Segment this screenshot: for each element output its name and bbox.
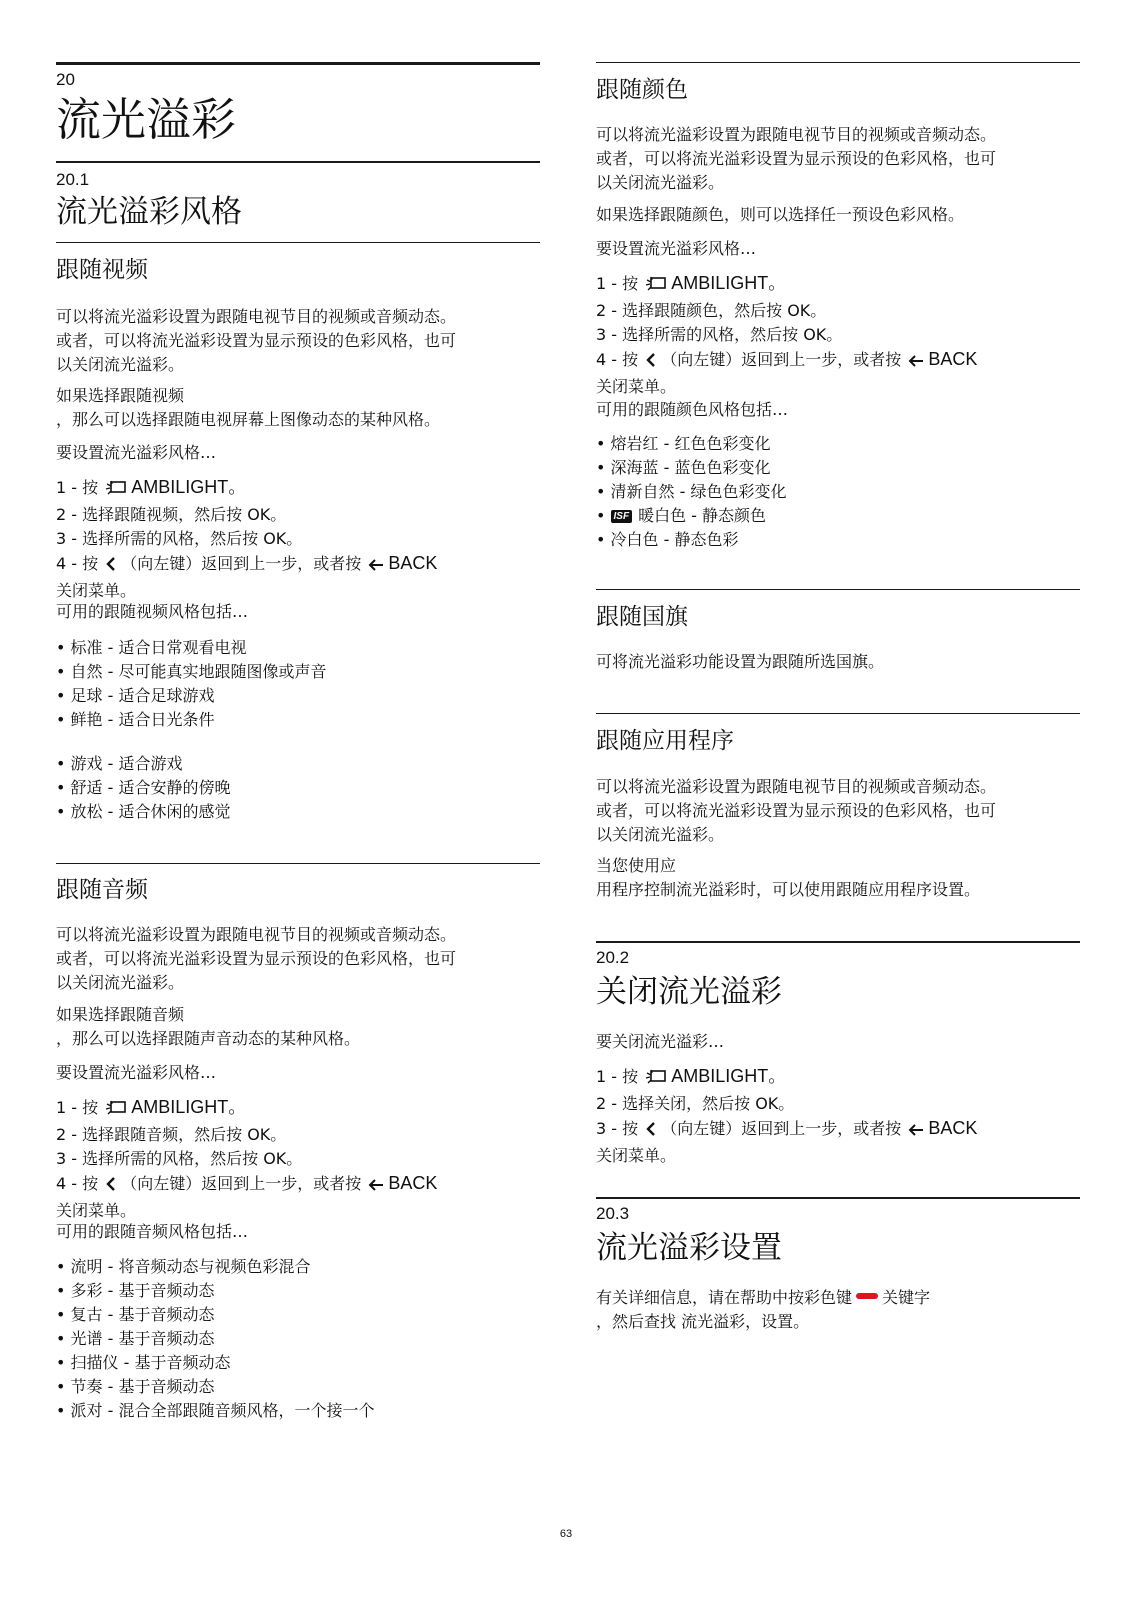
step-text: （向左键）返回到上一步，或者按 (661, 350, 902, 369)
ambilight-icon (645, 1068, 667, 1092)
text-line: 当您使用应 (596, 856, 677, 875)
back-arrow-icon (368, 1175, 384, 1199)
step-text: 1 - 按 (596, 1067, 639, 1086)
text-line: 或者，可以将流光溢彩设置为显示预设的色彩风格，也可 (56, 331, 457, 350)
chevron-left-icon (105, 1175, 117, 1199)
list-item: • 节奏 - 基于音频动态 (56, 1375, 540, 1399)
ambilight-icon (105, 1099, 127, 1123)
flag-text: 可将流光溢彩功能设置为跟随所选国旗。 (596, 652, 885, 671)
chevron-left-icon (645, 1120, 657, 1144)
back-arrow-icon (908, 351, 924, 375)
step-text: （向左键）返回到上一步，或者按 (121, 554, 362, 573)
step-3-cont: 关闭菜单。 (596, 1146, 677, 1165)
step-3: 3 - 选择所需的风格，然后按 OK。 (596, 325, 843, 344)
subsection-title-audio: 跟随音频 (56, 877, 148, 903)
page-number: 63 (559, 1528, 573, 1540)
text-line: 如果选择跟随音频 (56, 1005, 185, 1024)
video-styles-list-2 (56, 752, 540, 824)
step-text: （向左键）返回到上一步，或者按 (661, 1119, 902, 1138)
subsection-rule (596, 589, 1080, 590)
text-line: 可以将流光溢彩设置为跟随电视节目的视频或音频动态。 (596, 125, 997, 144)
text-line (596, 1286, 1080, 1310)
audio-setup-lead: 要设置流光溢彩风格… (56, 1063, 217, 1082)
video-if-selected (56, 384, 540, 432)
chapter-title: 流光溢彩 (56, 93, 237, 146)
text-part: 关键字 (882, 1288, 931, 1307)
audio-styles-list (56, 1255, 540, 1423)
color-styles-lead: 可用的跟随颜色风格包括… (596, 400, 789, 419)
list-item: • 放松 - 适合休闲的感觉 (56, 800, 540, 824)
app-when (596, 854, 1080, 902)
step-3: 3 - 选择所需的风格，然后按 OK。 (56, 529, 303, 548)
step-text: 4 - 按 (56, 1174, 99, 1193)
chevron-left-icon (105, 555, 117, 579)
step-text: 4 - 按 (596, 350, 639, 369)
chevron-left-icon (645, 351, 657, 375)
step-text: 4 - 按 (56, 554, 99, 573)
audio-styles-lead: 可用的跟随音频风格包括… (56, 1222, 249, 1241)
list-item: • 熔岩红 - 红色色彩变化 (596, 432, 1080, 456)
text-line: 以关闭流光溢彩。 (56, 973, 185, 992)
step-text: BACK (928, 349, 978, 369)
subsection-title-flag: 跟随国旗 (596, 604, 688, 630)
video-intro (56, 305, 540, 377)
list-item: • 冷白色 - 静态色彩 (596, 528, 1080, 552)
subsection-rule (56, 242, 540, 243)
section-title: 流光溢彩风格 (56, 194, 242, 230)
step-4 (596, 347, 1080, 375)
section-rule (596, 1197, 1080, 1199)
color-intro (596, 123, 1080, 195)
text-line: 可以将流光溢彩设置为跟随电视节目的视频或音频动态。 (596, 777, 997, 796)
step-1 (596, 1064, 1080, 1092)
video-steps (56, 475, 540, 603)
audio-intro (56, 923, 540, 995)
step-1 (56, 475, 540, 503)
step-text: AMBILIGHT。 (131, 477, 247, 497)
list-item: • 清新自然 - 绿色色彩变化 (596, 480, 1080, 504)
step-4-cont: 关闭菜单。 (596, 377, 677, 396)
step-text: BACK (388, 553, 438, 573)
step-2: 2 - 选择跟随音频，然后按 OK。 (56, 1125, 287, 1144)
step-2: 2 - 选择跟随颜色，然后按 OK。 (596, 301, 827, 320)
text-line: 可以将流光溢彩设置为跟随电视节目的视频或音频动态。 (56, 307, 457, 326)
list-item: • 多彩 - 基于音频动态 (56, 1279, 540, 1303)
text-line: 以关闭流光溢彩。 (56, 355, 185, 374)
list-item: • 自然 - 尽可能真实地跟随图像或声音 (56, 660, 540, 684)
step-3 (596, 1116, 1080, 1144)
section-rule (56, 161, 540, 163)
settings-text (596, 1286, 1080, 1334)
text-line: ，那么可以选择跟随电视屏幕上图像动态的某种风格。 (56, 410, 441, 429)
list-item: • 派对 - 混合全部跟随音频风格，一个接一个 (56, 1399, 540, 1423)
app-intro (596, 775, 1080, 847)
step-text: AMBILIGHT。 (671, 1066, 787, 1086)
step-4 (56, 551, 540, 579)
subsection-rule (596, 62, 1080, 63)
list-item (596, 504, 1080, 528)
back-arrow-icon (368, 555, 384, 579)
text-line: 用程序控制流光溢彩时，可以使用跟随应用程序设置。 (596, 880, 981, 899)
text-line: 以关闭流光溢彩。 (596, 173, 725, 192)
list-item: • 扫描仪 - 基于音频动态 (56, 1351, 540, 1375)
step-2: 2 - 选择跟随视频，然后按 OK。 (56, 505, 287, 524)
step-1 (56, 1095, 540, 1123)
subsection-title-video: 跟随视频 (56, 257, 148, 283)
video-styles-lead: 可用的跟随视频风格包括… (56, 602, 249, 621)
text-line: 可以将流光溢彩设置为跟随电视节目的视频或音频动态。 (56, 925, 457, 944)
list-item-text: 暖白色 - 静态颜色 (638, 506, 767, 525)
back-arrow-icon (908, 1120, 924, 1144)
audio-if-selected (56, 1003, 540, 1051)
section-number: 20.1 (56, 170, 90, 189)
off-steps (596, 1064, 1080, 1168)
red-color-key-icon (856, 1293, 878, 1299)
list-item: • 足球 - 适合足球游戏 (56, 684, 540, 708)
section-title: 关闭流光溢彩 (596, 974, 782, 1010)
off-lead: 要关闭流光溢彩… (596, 1032, 725, 1051)
list-item: • 游戏 - 适合游戏 (56, 752, 540, 776)
ambilight-icon (105, 479, 127, 503)
step-text: （向左键）返回到上一步，或者按 (121, 1174, 362, 1193)
step-text: 1 - 按 (596, 274, 639, 293)
list-item: • 标准 - 适合日常观看电视 (56, 636, 540, 660)
step-3: 3 - 选择所需的风格，然后按 OK。 (56, 1149, 303, 1168)
text-line: 或者，可以将流光溢彩设置为显示预设的色彩风格，也可 (596, 801, 997, 820)
list-item: • 复古 - 基于音频动态 (56, 1303, 540, 1327)
step-text: AMBILIGHT。 (671, 273, 787, 293)
color-styles-list (596, 432, 1080, 552)
step-text: 1 - 按 (56, 478, 99, 497)
section-title: 流光溢彩设置 (596, 1230, 782, 1266)
color-setup-lead: 要设置流光溢彩风格… (596, 239, 757, 258)
text-part: 有关详细信息，请在帮助中按彩色键 (596, 1288, 853, 1307)
section-number: 20.2 (596, 948, 630, 967)
text-line: ，然后查找 流光溢彩，设置。 (596, 1312, 810, 1331)
step-text: BACK (388, 1173, 438, 1193)
list-item: • 舒适 - 适合安静的傍晚 (56, 776, 540, 800)
chapter-number: 20 (56, 70, 75, 89)
step-text: 3 - 按 (596, 1119, 639, 1138)
step-text: 1 - 按 (56, 1098, 99, 1117)
step-4-cont: 关闭菜单。 (56, 581, 137, 600)
video-setup-lead: 要设置流光溢彩风格… (56, 443, 217, 462)
section-rule (596, 941, 1080, 943)
step-4-cont: 关闭菜单。 (56, 1201, 137, 1220)
color-steps (596, 271, 1080, 399)
subsection-rule (56, 863, 540, 864)
subsection-title-color: 跟随颜色 (596, 77, 688, 103)
text-line: 如果选择跟随视频 (56, 386, 185, 405)
subsection-title-app: 跟随应用程序 (596, 728, 734, 754)
video-styles-list-1 (56, 636, 540, 732)
color-if-selected: 如果选择跟随颜色，则可以选择任一预设色彩风格。 (596, 205, 965, 224)
step-text: BACK (928, 1118, 978, 1138)
text-line: 以关闭流光溢彩。 (596, 825, 725, 844)
text-line: 或者，可以将流光溢彩设置为显示预设的色彩风格，也可 (596, 149, 997, 168)
list-item: • 鲜艳 - 适合日光条件 (56, 708, 540, 732)
audio-steps (56, 1095, 540, 1223)
list-item: • 流明 - 将音频动态与视频色彩混合 (56, 1255, 540, 1279)
step-4 (56, 1171, 540, 1199)
isf-badge-icon: ISF (611, 510, 633, 523)
step-2: 2 - 选择关闭，然后按 OK。 (596, 1094, 795, 1113)
section-number: 20.3 (596, 1204, 630, 1223)
step-text: AMBILIGHT。 (131, 1097, 247, 1117)
step-1 (596, 271, 1080, 299)
chapter-rule (56, 62, 540, 65)
ambilight-icon (645, 275, 667, 299)
list-item: • 深海蓝 - 蓝色色彩变化 (596, 456, 1080, 480)
text-line: ，那么可以选择跟随声音动态的某种风格。 (56, 1029, 361, 1048)
text-line: 或者，可以将流光溢彩设置为显示预设的色彩风格，也可 (56, 949, 457, 968)
list-item: • 光谱 - 基于音频动态 (56, 1327, 540, 1351)
subsection-rule (596, 713, 1080, 714)
